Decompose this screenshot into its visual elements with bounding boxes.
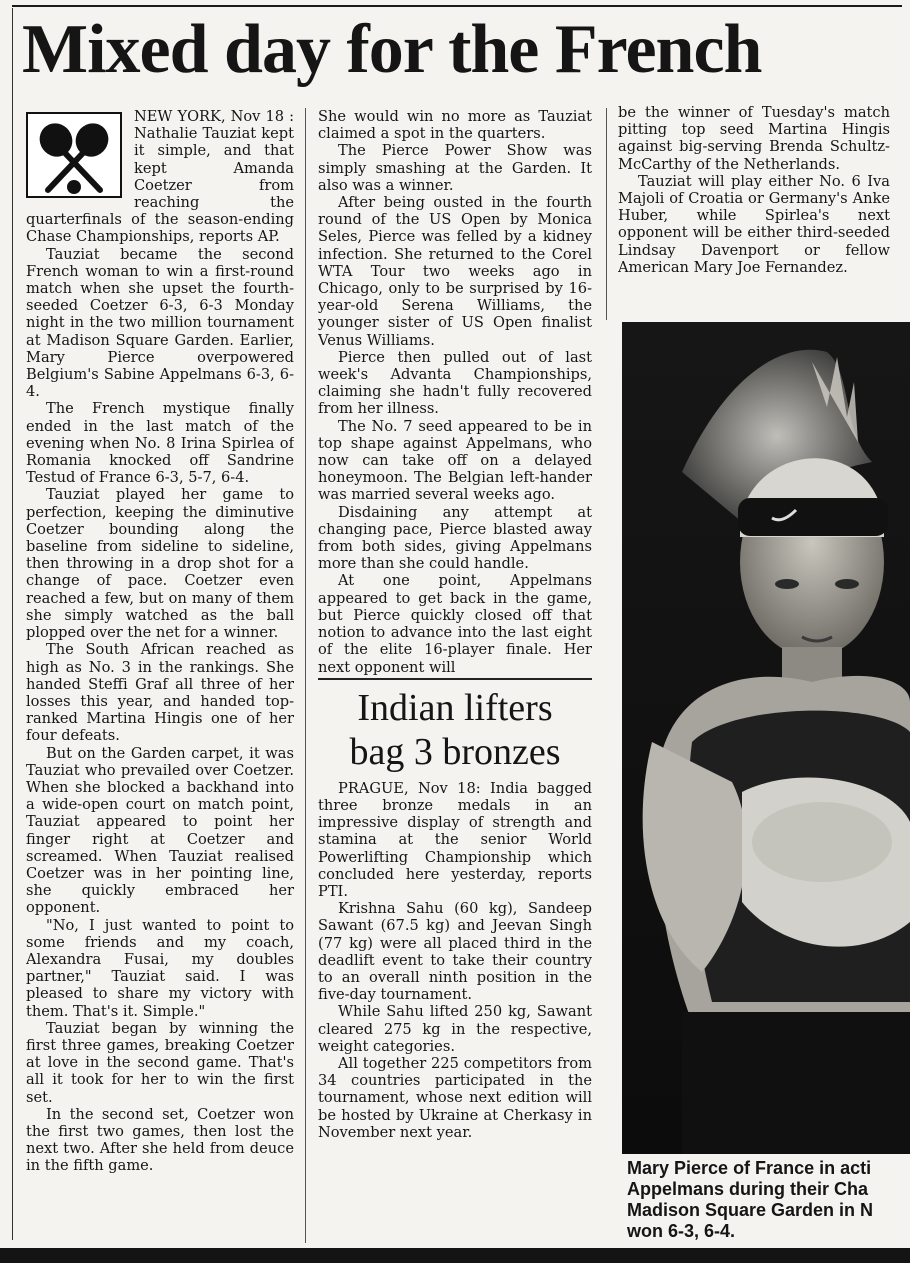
article-column-3 [618,104,890,316]
photo-caption [627,1158,910,1242]
subheadline-line: bag 3 bronzes [349,730,561,773]
article-paragraph: Krishna Sahu (60 kg), Sandeep Sawant (67.5 kg) and Jeevan Singh (77 kg) were all placed third in the deadlift event to take their country to an overall ninth position in the five-day tournament. [318,900,592,1004]
article-column-2 [318,108,592,1243]
column-divider [305,108,306,1243]
article-column-1 [26,108,294,1246]
caption-line: Appelmans during their Cha [627,1179,869,1199]
top-rule [12,5,902,7]
article-paragraph: Tauziat will play either No. 6 Iva Majoli of Croatia or Germany's Anke Huber, while Spirlea's next opponent will be either third-seeded Lindsay Davenport or fellow American Mary Joe Fernandez. [618,172,890,276]
article-paragraph: PRAGUE, Nov 18: India bagged three bronze medals in an impressive display of strength and stamina at the senior World Powerlifting Championship which concluded here yesterday, reports PTI. [318,779,592,900]
subheadline-line: Indian lifters [357,686,553,729]
caption-line: won 6-3, 6-4. [627,1221,736,1241]
tennis-player-photo [622,322,910,1154]
article-paragraph: Tauziat played her game to perfection, keeping the diminutive Coetzer bounding along the baseline from sideline to sideline, then throwing in a drop shot for a change of pace. Coetzer even reached a few, but on many of them she simply watched as the ball plopped over the net for a winner. [26,486,294,642]
article-paragraph: She would win no more as Tauziat claimed a spot in the quarters. [318,108,592,143]
subheadline [318,686,592,774]
column-divider [606,108,607,320]
caption-line: Madison Square Garden in N [627,1200,874,1220]
article-paragraph: But on the Garden carpet, it was Tauziat who prevailed over Coetzer. When she blocked a backhand into a wide-open court on match point, Tauziat appeared to point her finger right at Coetzer and screamed. When Tauziat realised Coetzer was in her pointing line, she quickly embraced her opponent. [26,744,294,917]
article-paragraph: "No, I just wanted to point to some friends and my coach, Alexandra Fusai, my doubles partner," Tauziat said. I was pleased to share my victory with them. That's it. Simple." [26,916,294,1020]
bottom-border [0,1248,910,1263]
article-paragraph: After being ousted in the fourth round of the US Open by Monica Seles, Pierce was felled by a kidney infection. She returned to the Corel WTA Tour two weeks ago in Chicago, only to be surprised by 16-year-old Serena Williams, the younger sister of US Open finalist Venus Williams. [318,194,592,349]
article-paragraph: be the winner of Tuesday's match pitting top seed Martina Hingis against big-serving Brenda Schultz-McCarthy of the Netherlands. [618,104,890,173]
article-paragraph: All together 225 competitors from 34 countries participated in the tournament, whose next edition will be hosted by Ukraine at Cherkasy in November next year. [318,1054,592,1141]
article-paragraph: The No. 7 seed appeared to be in top shape against Appelmans, who now can take off on a delayed honeymoon. The Belgian left-hander was married several weeks ago. [318,417,592,504]
story-divider [318,678,592,680]
article-paragraph: Disdaining any attempt at changing pace, Pierce blasted away from both sides, giving Appelmans more than she could handle. [318,503,592,573]
article-paragraph: The French mystique finally ended in the last match of the evening when No. 8 Irina Spirlea of Romania knocked off Sandrine Testud of France 6-3, 5-7, 6-4. [26,400,294,487]
article-paragraph: The South African reached as high as No. 3 in the rankings. She handed Steffi Graf all three of her losses this year, and handed top-ranked Martina Hingis one of her four defeats. [26,641,294,745]
article-paragraph: Tauziat began by winning the first three games, breaking Coetzer at love in the second game. That's all it took for her to win the first set. [26,1019,294,1106]
headline: Mixed day for the French [22,11,762,88]
article-paragraph: NEW YORK, Nov 18 : Nathalie Tauziat kept it simple, and that kept Amanda Coetzer from reaching the quarterfinals of the season-ending Chase Championships, reports AP. [26,108,294,246]
article-paragraph: At one point, Appelmans appeared to get back in the game, but Pierce quickly closed off that notion to advance into the last eight of the elite 16-player finale. Her next opponent will [318,572,592,676]
tennis-rackets-icon [26,112,122,198]
caption-line: Mary Pierce of France in acti [627,1158,872,1178]
article-paragraph: In the second set, Coetzer won the first two games, then lost the next two. After she held from deuce in the fifth game. [26,1105,294,1175]
article-paragraph: While Sahu lifted 250 kg, Sawant cleared 275 kg in the respective, weight categories. [318,1003,592,1055]
article-paragraph: Pierce then pulled out of last week's Advanta Championships, claiming she hadn't fully recovered from her illness. [318,348,592,418]
article-paragraph: The Pierce Power Show was simply smashing at the Garden. It also was a winner. [318,142,592,194]
left-margin-rule [12,8,13,1240]
article-paragraph: Tauziat became the second French woman to win a first-round match when she upset the fourth-seeded Coetzer 6-3, 6-3 Monday night in the two million tournament at Madison Square Garden. Earlier, Mary Pierce overpowered Belgium's Sabine Appelmans 6-3, 6-4. [26,245,294,401]
